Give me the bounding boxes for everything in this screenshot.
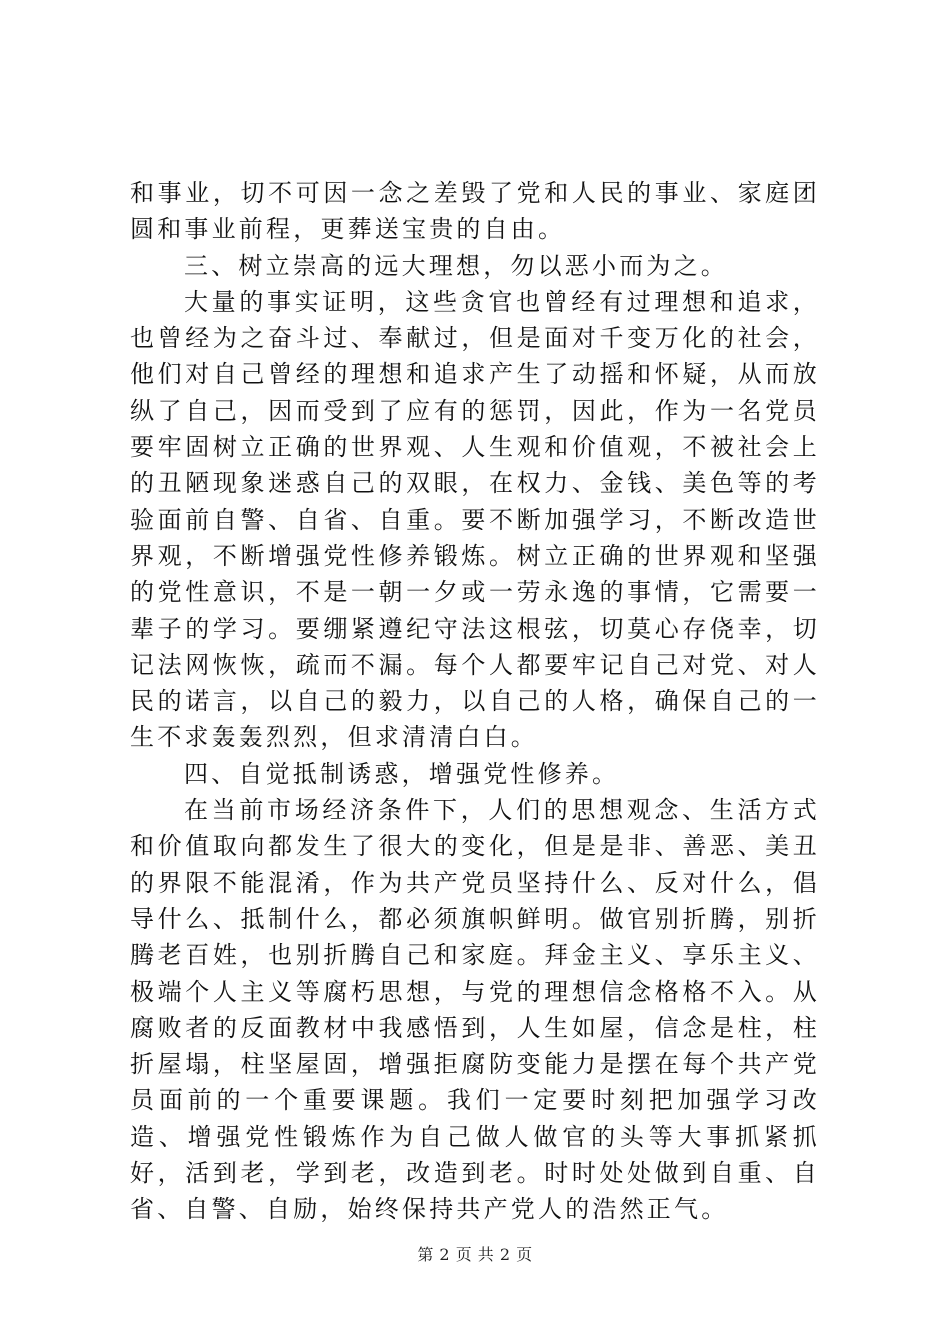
page-footer: 第 2 页 共 2 页: [417, 1245, 533, 1264]
paragraph-section-three: 大量的事实证明，这些贪官也曾经有过理想和追求，也曾经为之奋斗过、奉献过，但是面对千变万化的社会，他们对自己曾经的理想和追求产生了动摇和怀疑，从而放纵了自己，因而受到了应有的惩罚，因此，作为一名党员要牢固树立正确的世界观、人生观和价值观，不被社会上的丑陋现象迷惑自己的双眼，在权力、金钱、美色等的考验面前自警、自省、自重。要不断加强学习，不断改造世界观，不断增强党性修养锻炼。树立正确的世界观和坚强的党性意识，不是一朝一夕或一劳永逸的事情，它需要一辈子的学习。要绷紧遵纪守法这根弦，切莫心存侥幸，切记法网恢恢，疏而不漏。每个人都要牢记自己对党、对人民的诺言，以自己的毅力，以自己的人格，确保自己的一生不求轰轰烈烈，但求清清白白。: [130, 287, 820, 752]
paragraph-continuation: 和事业，切不可因一念之差毁了党和人民的事业、家庭团圆和事业前程，更葬送宝贵的自由。: [130, 179, 820, 244]
section-heading-three: 三、树立崇高的远大理想，勿以恶小而为之。: [184, 251, 728, 280]
section-heading-four: 四、自觉抵制诱惑，增强党性修养。: [184, 759, 620, 788]
document-body: [130, 175, 820, 1228]
paragraph-section-four: 在当前市场经济条件下，人们的思想观念、生活方式和价值取向都发生了很大的变化，但是是非、善恶、美丑的界限不能混淆，作为共产党员坚持什么、反对什么，倡导什么、抵制什么，都必须旗帜鲜明。做官别折腾，别折腾老百姓，也别折腾自己和家庭。拜金主义、享乐主义、极端个人主义等腐朽思想，与党的理想信念格格不入。从腐败者的反面教材中我感悟到，人生如屋，信念是柱，柱折屋塌，柱坚屋固，增强拒腐防变能力是摆在每个共产党员面前的一个重要课题。我们一定要时刻把加强学习改造、增强党性锻炼作为自己做人做官的头等大事抓紧抓好，活到老，学到老，改造到老。时时处处做到自重、自省、自警、自励，始终保持共产党人的浩然正气。: [130, 796, 820, 1224]
